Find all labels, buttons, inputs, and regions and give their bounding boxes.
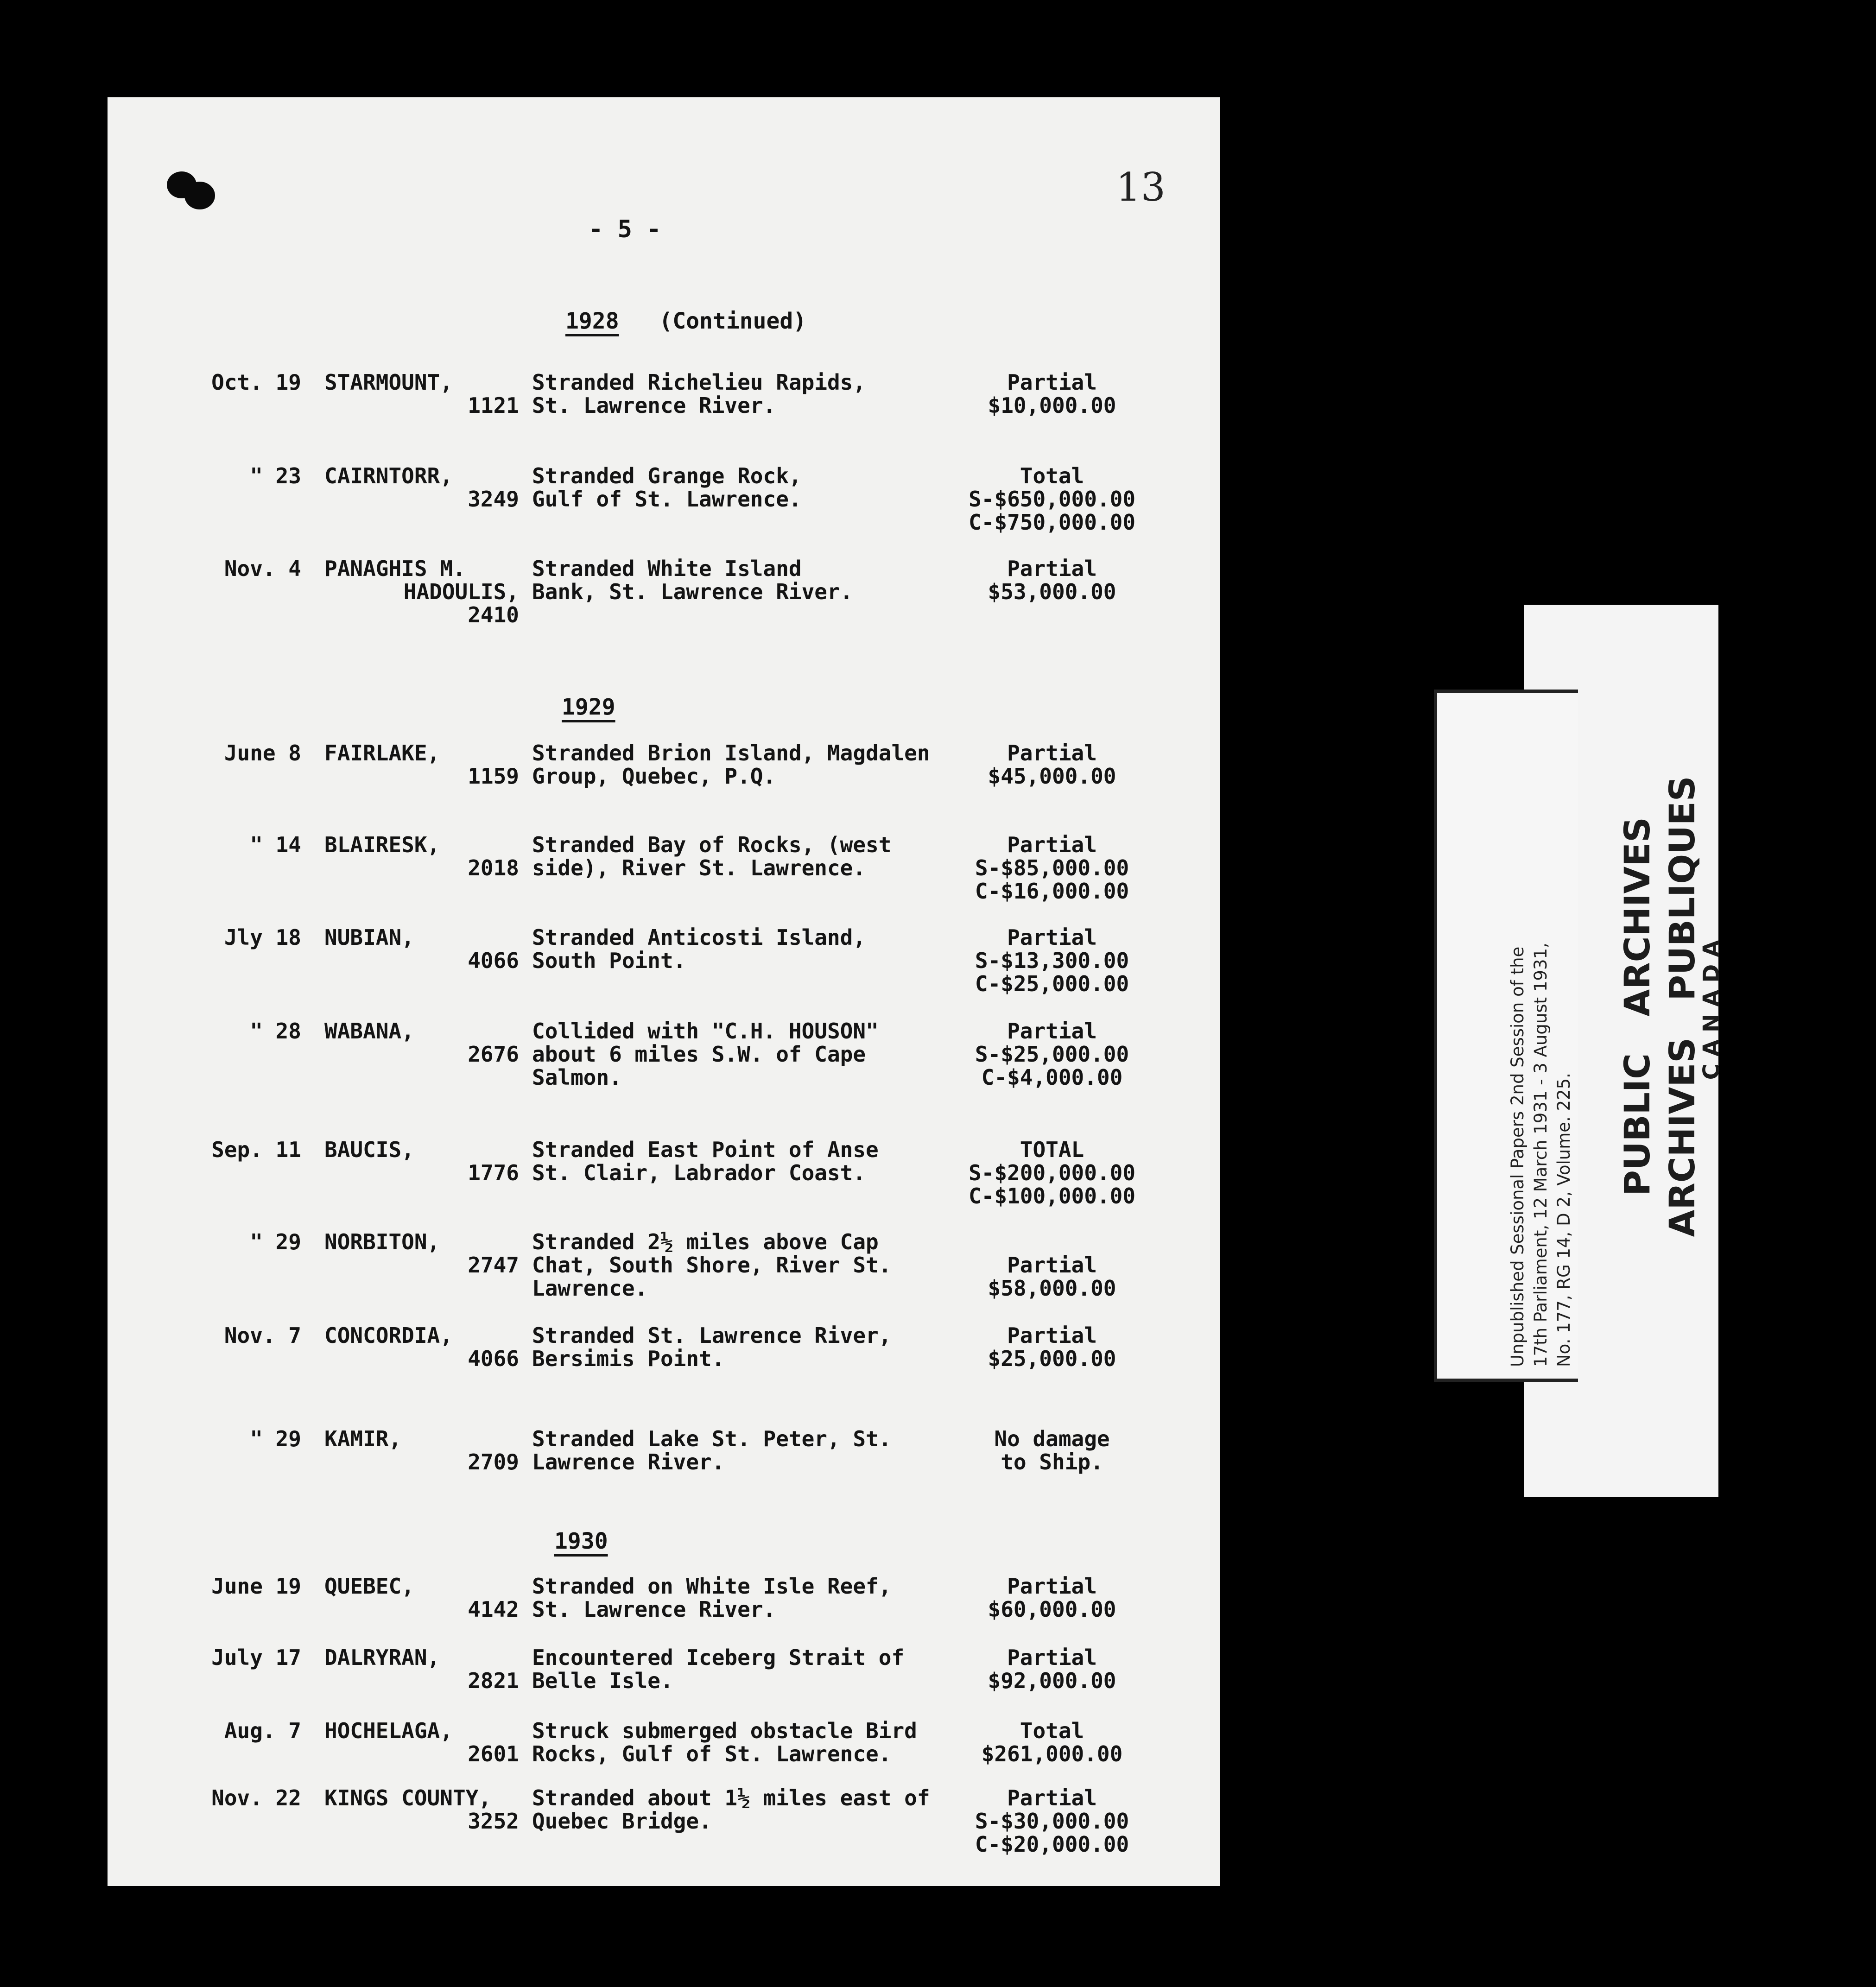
incident-description: Lawrence River. [532, 1449, 725, 1474]
incident-description: Collided with "C.H. HOUSON" [532, 1019, 879, 1044]
incident-description: Stranded Anticosti Island, [532, 925, 866, 950]
incident-description: Stranded White Island [532, 556, 802, 581]
damage-amount: S-$200,000.00 [968, 1160, 1136, 1185]
ship-tonnage: 3249 [468, 487, 519, 512]
year-suffix: (Continued) [659, 308, 807, 334]
citation-line: No. 177, RG 14, D 2, Volume. 225. [1554, 1073, 1574, 1367]
ship-tonnage: 4066 [468, 948, 519, 973]
entry-date: Jly 18 [224, 925, 301, 950]
incident-description: Chat, South Shore, River St. [532, 1253, 892, 1278]
incident-description: Stranded Bay of Rocks, (west [532, 832, 892, 857]
damage-amount: $261,000.00 [981, 1741, 1123, 1766]
entry-date: " 23 [250, 463, 301, 488]
ship-name: CONCORDIA, [324, 1323, 453, 1348]
incident-description: Struck submerged obstacle Bird [532, 1718, 917, 1743]
archive-citation [1506, 709, 1576, 1367]
ship-tonnage: 4142 [468, 1597, 519, 1622]
damage-amount: C-$20,000.00 [975, 1832, 1129, 1857]
ship-name: KAMIR, [324, 1426, 402, 1451]
incident-description: Stranded Richelieu Rapids, [532, 370, 866, 395]
entry-date: June 19 [211, 1574, 301, 1599]
incident-description: Belle Isle. [532, 1668, 673, 1693]
damage-amount: Partial [1007, 740, 1097, 766]
ship-tonnage: 2676 [468, 1042, 519, 1067]
incident-description: Gulf of St. Lawrence. [532, 487, 802, 512]
incident-description: Group, Quebec, P.Q. [532, 764, 776, 789]
ship-name: BLAIRESK, [324, 832, 440, 857]
year-heading [562, 694, 615, 720]
archive-stamp-country: CANADA [1699, 933, 1724, 1080]
ship-name: CAIRNTORR, [324, 463, 453, 488]
ship-tonnage: 3252 [468, 1809, 519, 1834]
ship-name: DALRYRAN, [324, 1645, 440, 1670]
archive-stamp-line: PUBLIC ARCHIVES [1616, 817, 1658, 1196]
ship-name: BAUCIS, [324, 1137, 414, 1162]
damage-amount: C-$4,000.00 [981, 1065, 1123, 1090]
damage-amount: $92,000.00 [988, 1668, 1116, 1693]
ship-name: FAIRLAKE, [324, 740, 440, 766]
damage-amount: C-$100,000.00 [968, 1183, 1136, 1209]
ship-tonnage: 2747 [468, 1253, 519, 1278]
damage-amount: to Ship. [1001, 1449, 1103, 1474]
damage-amount: S-$30,000.00 [975, 1809, 1129, 1834]
incident-description: Stranded East Point of Anse [532, 1137, 879, 1162]
ship-name: QUEBEC, [324, 1574, 414, 1599]
damage-amount: S-$85,000.00 [975, 855, 1129, 880]
incident-description: Stranded Lake St. Peter, St. [532, 1426, 892, 1451]
ship-tonnage: 2821 [468, 1668, 519, 1693]
damage-amount: Partial [1007, 556, 1097, 581]
incident-description: Bersimis Point. [532, 1346, 725, 1371]
incident-description: Bank, St. Lawrence River. [532, 579, 853, 604]
damage-amount: Partial [1007, 832, 1097, 857]
damage-amount: $53,000.00 [988, 579, 1116, 604]
ship-name: NORBITON, [324, 1229, 440, 1254]
entry-date: Oct. 19 [211, 370, 301, 395]
year-heading [554, 1528, 608, 1554]
ship-tonnage: 2410 [468, 602, 519, 627]
damage-amount: Partial [1007, 1574, 1097, 1599]
damage-amount: S-$13,300.00 [975, 948, 1129, 973]
damage-amount: $58,000.00 [988, 1276, 1116, 1301]
incident-description: Encountered Iceberg Strait of [532, 1645, 905, 1670]
incident-description: Stranded Grange Rock, [532, 463, 802, 488]
incident-description: Stranded about 1½ miles east of [532, 1785, 930, 1810]
damage-amount: S-$650,000.00 [968, 487, 1136, 512]
incident-description: Stranded on White Isle Reef, [532, 1574, 892, 1599]
damage-amount: $10,000.00 [988, 393, 1116, 418]
incident-description: St. Lawrence River. [532, 1597, 776, 1622]
incident-description: side), River St. Lawrence. [532, 855, 866, 880]
damage-amount: TOTAL [1020, 1137, 1084, 1162]
page-header: - 5 - [589, 215, 661, 243]
citation-line: 17th Parliament, 12 March 1931 - 3 August 1931, [1531, 943, 1551, 1367]
entry-date: " 28 [250, 1019, 301, 1044]
ship-name: PANAGHIS M. [324, 556, 466, 581]
ship-name: HOCHELAGA, [324, 1718, 453, 1743]
ship-name: NUBIAN, [324, 925, 414, 950]
damage-amount: C-$25,000.00 [975, 971, 1129, 996]
ship-tonnage: 1776 [468, 1160, 519, 1185]
ship-name: WABANA, [324, 1019, 414, 1044]
citation-line: Unpublished Sessional Papers 2nd Session of the [1508, 946, 1527, 1367]
incident-description: Lawrence. [532, 1276, 648, 1301]
damage-amount: $60,000.00 [988, 1597, 1116, 1622]
incident-description: Quebec Bridge. [532, 1809, 712, 1834]
damage-amount: Partial [1007, 1785, 1097, 1810]
incident-description: Stranded St. Lawrence River, [532, 1323, 892, 1348]
entry-date: Nov. 7 [224, 1323, 301, 1348]
incident-description: Rocks, Gulf of St. Lawrence. [532, 1741, 892, 1766]
entry-date: Nov. 4 [224, 556, 301, 581]
damage-amount: Partial [1007, 925, 1097, 950]
damage-amount: Total [1020, 1718, 1084, 1743]
damage-amount: $25,000.00 [988, 1346, 1116, 1371]
damage-amount: S-$25,000.00 [975, 1042, 1129, 1067]
entry-date: " 29 [250, 1229, 301, 1254]
ship-tonnage: 2709 [468, 1449, 519, 1474]
ship-tonnage: 2018 [468, 855, 519, 880]
incident-description: South Point. [532, 948, 686, 973]
damage-amount: Partial [1007, 1323, 1097, 1348]
ship-tonnage: HADOULIS, [403, 579, 519, 604]
entry-date: June 8 [224, 740, 301, 766]
ship-tonnage: 1121 [468, 393, 519, 418]
damage-amount: No damage [994, 1426, 1110, 1451]
damage-amount: Partial [1007, 1645, 1097, 1670]
entry-date: " 29 [250, 1426, 301, 1451]
incident-description: Salmon. [532, 1065, 622, 1090]
damage-amount: $45,000.00 [988, 764, 1116, 789]
damage-amount: Partial [1007, 1253, 1097, 1278]
damage-amount: C-$750,000.00 [968, 510, 1136, 535]
ship-tonnage: 2601 [468, 1741, 519, 1766]
incident-description: about 6 miles S.W. of Cape [532, 1042, 866, 1067]
ship-name: STARMOUNT, [324, 370, 453, 395]
entry-date: " 14 [250, 832, 301, 857]
incident-description: St. Lawrence River. [532, 393, 776, 418]
damage-amount: Total [1020, 463, 1084, 488]
entry-date: Nov. 22 [211, 1785, 301, 1810]
entry-date: July 17 [211, 1645, 301, 1670]
year-heading [565, 308, 806, 334]
damage-amount: Partial [1007, 370, 1097, 395]
year-label: 1930 [554, 1528, 608, 1554]
page-number: 13 [1116, 165, 1166, 210]
incident-description: St. Clair, Labrador Coast. [532, 1160, 866, 1185]
ship-tonnage: 4066 [468, 1346, 519, 1371]
incident-description: Stranded 2½ miles above Cap [532, 1229, 879, 1254]
archive-stamp-line: ARCHIVES PUBLIQUES [1661, 776, 1703, 1237]
year-label: 1928 [565, 308, 619, 334]
punch-hole [184, 182, 215, 209]
ship-tonnage: 1159 [468, 764, 519, 789]
entry-date: Sep. 11 [211, 1137, 301, 1162]
incident-description: Stranded Brion Island, Magdalen [532, 740, 930, 766]
damage-amount: C-$16,000.00 [975, 879, 1129, 904]
damage-amount: Partial [1007, 1019, 1097, 1044]
ship-name: KINGS COUNTY, [324, 1785, 492, 1810]
entry-date: Aug. 7 [224, 1718, 301, 1743]
year-label: 1929 [562, 694, 615, 720]
